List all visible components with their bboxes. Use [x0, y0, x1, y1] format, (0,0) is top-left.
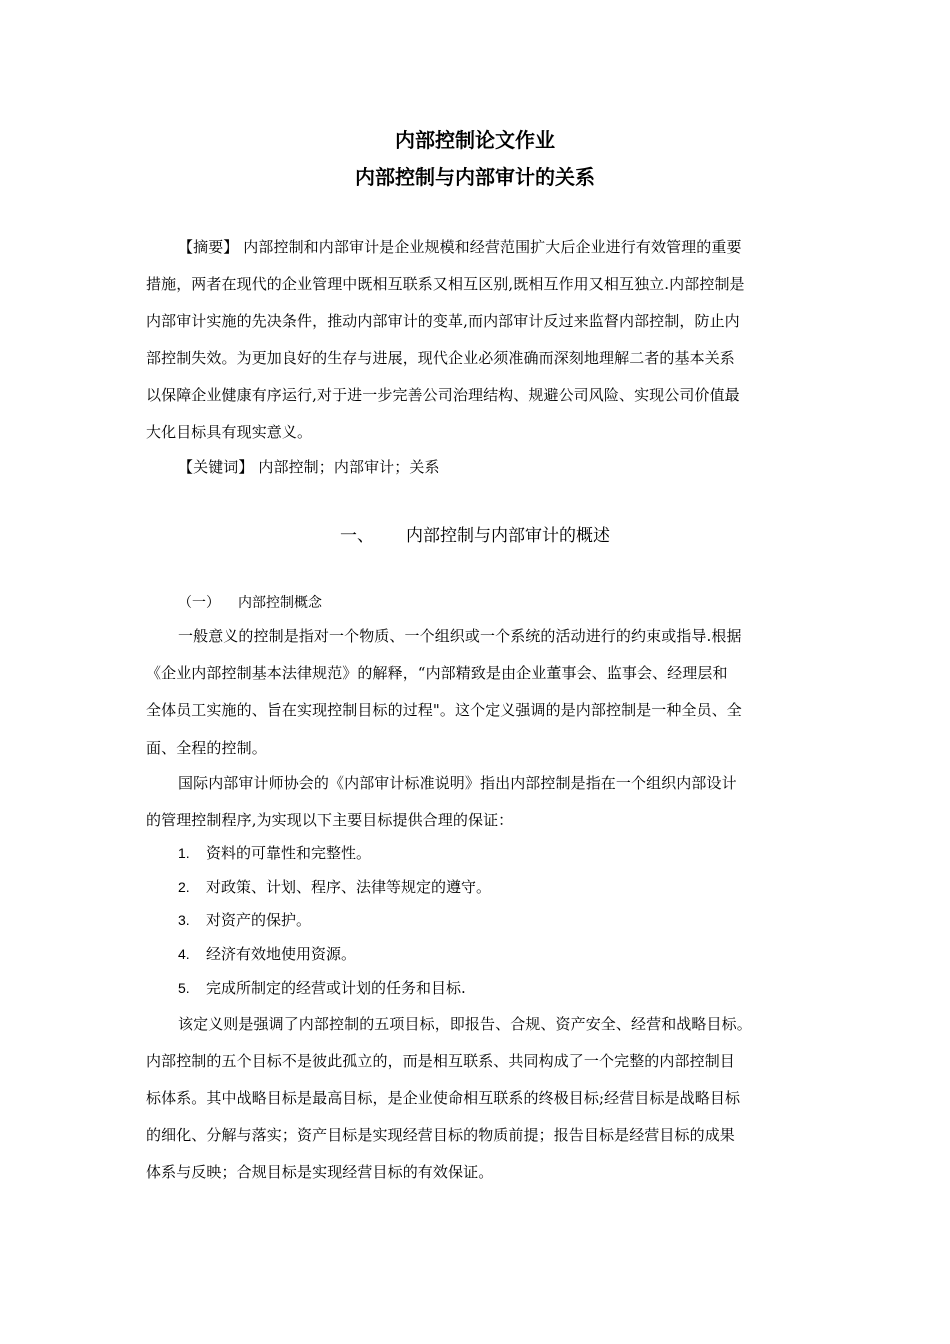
list-text: 完成所制定的经营或计划的任务和目标. — [206, 979, 466, 997]
paragraph-line: 全体员工实施的、旨在实现控制目标的过程"。这个定义强调的是内部控制是一种全员、全 — [146, 701, 742, 719]
list-item — [178, 842, 371, 863]
document-title: 内部控制论文作业 — [395, 128, 555, 152]
abstract-line: 部控制失效。为更加良好的生存与进展，现代企业必须准确而深刻地理解二者的基本关系 — [146, 349, 735, 367]
list-number: 5. — [178, 980, 190, 996]
paragraph-line: 的管理控制程序,为实现以下主要目标提供合理的保证： — [146, 811, 514, 829]
abstract-line: 措施，两者在现代的企业管理中既相互联系又相互区别,既相互作用又相互独立.内部控制是 — [146, 275, 745, 293]
paragraph-line: 国际内部审计师协会的《内部审计标准说明》指出内部控制是指在一个组织内部设计 — [178, 774, 737, 792]
abstract-line: 大化目标具有现实意义。 — [146, 423, 313, 441]
abstract-line: 以保障企业健康有序运行,对于进一步完善公司治理结构、规避公司风险、实现公司价值最 — [146, 386, 740, 404]
abstract-line: 【摘要】 内部控制和内部审计是企业规模和经营范围扩大后企业进行有效管理的重要 — [178, 238, 742, 256]
section-number: 一、 — [340, 526, 374, 546]
paragraph-line: 标体系。其中战略目标是最高目标，是企业使命相互联系的终极目标;经营目标是战略目标 — [146, 1089, 741, 1107]
keywords: 【关键词】 内部控制；内部审计；关系 — [178, 458, 440, 476]
subsection-number: （一） — [178, 595, 220, 611]
document-subtitle: 内部控制与内部审计的关系 — [355, 165, 595, 189]
list-number: 4. — [178, 946, 190, 962]
list-number: 3. — [178, 912, 190, 928]
list-item — [178, 943, 356, 964]
paragraph-line: 该定义则是强调了内部控制的五项目标，即报告、合规、资产安全、经营和战略目标。 — [178, 1015, 752, 1033]
list-text: 经济有效地使用资源。 — [206, 945, 357, 963]
list-item — [178, 977, 466, 998]
paragraph-line: 的细化、分解与落实；资产目标是实现经营目标的物质前提；报告目标是经营目标的成果 — [146, 1126, 735, 1144]
list-number: 1. — [178, 845, 190, 861]
subsection-heading — [178, 592, 322, 612]
list-item — [178, 909, 311, 930]
paragraph-line: 体系与反映；合规目标是实现经营目标的有效保证。 — [146, 1163, 494, 1181]
list-text: 对政策、计划、程序、法律等规定的遵守。 — [206, 878, 492, 896]
section-title: 内部控制与内部审计的概述 — [406, 526, 610, 546]
paragraph-line: 内部控制的五个目标不是彼此孤立的，而是相互联系、共同构成了一个完整的内部控制目 — [146, 1052, 735, 1070]
paragraph-line: 面、全程的控制。 — [146, 739, 267, 757]
paragraph-line: 《企业内部控制基本法律规范》的解释，“内部精致是由企业董事会、监事会、经理层和 — [146, 664, 728, 682]
abstract-line: 内部审计实施的先决条件，推动内部审计的变革,而内部审计反过来监督内部控制，防止内 — [146, 312, 740, 330]
list-text: 对资产的保护。 — [206, 911, 312, 929]
paragraph-line: 一般意义的控制是指对一个物质、一个组织或一个系统的活动进行的约束或指导.根据 — [178, 627, 742, 645]
list-number: 2. — [178, 879, 190, 895]
subsection-title: 内部控制概念 — [238, 595, 322, 611]
list-text: 资料的可靠性和完整性。 — [206, 844, 372, 862]
list-item — [178, 876, 491, 897]
section-heading — [0, 521, 950, 546]
